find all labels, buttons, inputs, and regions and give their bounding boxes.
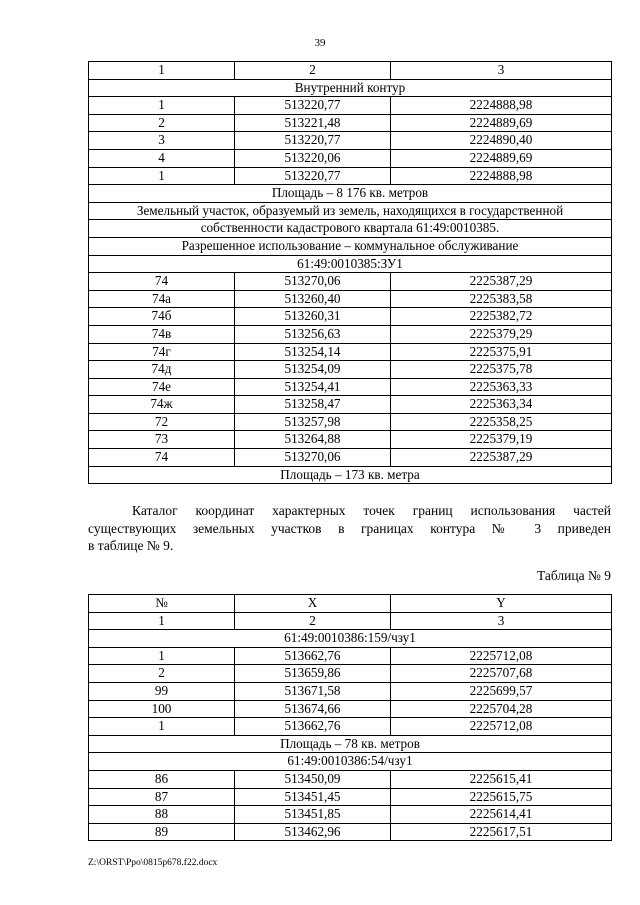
page-number: 39: [314, 37, 326, 49]
table-row: [89, 665, 612, 683]
table-cell: 1: [89, 62, 235, 80]
table-cell: 2225363,33: [391, 378, 612, 396]
section-title-row: [89, 753, 612, 771]
table-row: [89, 167, 612, 185]
table-cell: Разрешенное использование – коммунальное обслуживание: [89, 237, 612, 255]
table-cell: Площадь – 173 кв. метра: [89, 466, 612, 484]
table-cell: 2225383,58: [391, 290, 612, 308]
table-row: [89, 682, 612, 700]
table-cell: 2225379,19: [391, 431, 612, 449]
table-row: [89, 413, 612, 431]
table-cell: 2225363,34: [391, 396, 612, 414]
table-cell: 86: [89, 770, 235, 788]
table-row: [89, 396, 612, 414]
table-cell: 61:49:0010386:54/чзу1: [89, 753, 612, 771]
table-row: [89, 788, 612, 806]
table-cell: 2225375,91: [391, 343, 612, 361]
table-cell: 1: [89, 167, 235, 185]
table-cell: 74а: [89, 290, 235, 308]
table-cell: 513270,06: [235, 273, 391, 291]
table-cell: 513221,48: [235, 114, 391, 132]
table-cell: 74д: [89, 361, 235, 379]
table-cell: 100: [89, 700, 235, 718]
table-cell: 2225699,57: [391, 682, 612, 700]
table-cell: собственности кадастрового квартала 61:49:0010385.: [89, 220, 612, 238]
table-cell: 513260,40: [235, 290, 391, 308]
table-cell: Внутренний контур: [89, 79, 612, 97]
table-cell: 4: [89, 149, 235, 167]
table-cell: 513260,31: [235, 308, 391, 326]
table-cell: 2225379,29: [391, 325, 612, 343]
table-cell: 1: [89, 612, 235, 630]
table-row: [89, 343, 612, 361]
table-cell: 3: [391, 62, 612, 80]
table-cell: 513220,77: [235, 132, 391, 150]
table-cell: Земельный участок, образуемый из земель, находящихся в государственной: [89, 202, 612, 220]
table-cell: 2225712,08: [391, 718, 612, 736]
table-cell: 513671,58: [235, 682, 391, 700]
table-cell: 74в: [89, 325, 235, 343]
table-row: [89, 149, 612, 167]
table-row: [89, 273, 612, 291]
coordinates-table-9: [88, 594, 612, 841]
table-row: [89, 378, 612, 396]
table-row: [89, 647, 612, 665]
section-title-row: [89, 220, 612, 238]
table-cell: 2225387,29: [391, 449, 612, 467]
table-row: [89, 308, 612, 326]
table-row: [89, 431, 612, 449]
table-cell: 74: [89, 449, 235, 467]
section-title-row: [89, 202, 612, 220]
table-cell: 513450,09: [235, 770, 391, 788]
table-row: [89, 132, 612, 150]
table-cell: 74г: [89, 343, 235, 361]
table-cell: №: [89, 595, 235, 613]
table-cell: Y: [391, 595, 612, 613]
table-cell: 513254,41: [235, 378, 391, 396]
table-cell: X: [235, 595, 391, 613]
table-cell: 513451,85: [235, 806, 391, 824]
table-cell: 2225712,08: [391, 647, 612, 665]
table-cell: 2225614,41: [391, 806, 612, 824]
table-cell: 2225704,28: [391, 700, 612, 718]
table-cell: 3: [89, 132, 235, 150]
table-cell: 3: [391, 612, 612, 630]
area-row: [89, 466, 612, 484]
table-cell: 513256,63: [235, 325, 391, 343]
table-cell: 513662,76: [235, 718, 391, 736]
table-row: [89, 290, 612, 308]
table-cell: 2225617,51: [391, 823, 612, 841]
table-cell: 513257,98: [235, 413, 391, 431]
table-cell: 2225358,25: [391, 413, 612, 431]
table-cell: 2: [89, 114, 235, 132]
table-row: [89, 361, 612, 379]
column-number-row: [89, 612, 612, 630]
table-cell: 74е: [89, 378, 235, 396]
table-cell: 88: [89, 806, 235, 824]
table-cell: 1: [89, 97, 235, 115]
table-cell: 513220,77: [235, 97, 391, 115]
table-cell: 2: [89, 665, 235, 683]
catalog-paragraph: [88, 502, 611, 555]
catalog-line: в таблице № 9.: [88, 538, 174, 553]
table-cell: 513462,96: [235, 823, 391, 841]
table-row: [89, 325, 612, 343]
table-cell: 2: [235, 612, 391, 630]
table-cell: 74ж: [89, 396, 235, 414]
table-cell: 513220,77: [235, 167, 391, 185]
table-cell: 513254,09: [235, 361, 391, 379]
table-cell: 61:49:0010386:159/чзу1: [89, 630, 612, 648]
area-row: [89, 735, 612, 753]
table-cell: 2225387,29: [391, 273, 612, 291]
table-cell: 513254,14: [235, 343, 391, 361]
table-row: [89, 700, 612, 718]
section-title-row: [89, 237, 612, 255]
table-row: [89, 806, 612, 824]
footer-file-path: Z:\ORST\Ppo\0815p678.f22.docx: [88, 858, 218, 868]
section-title-row: [89, 630, 612, 648]
table-row: [89, 770, 612, 788]
table-cell: 1: [89, 647, 235, 665]
table-cell: 87: [89, 788, 235, 806]
table-cell: 2224888,98: [391, 97, 612, 115]
table-row: [89, 114, 612, 132]
table-cell: 513451,45: [235, 788, 391, 806]
section-subtitle-row: [89, 255, 612, 273]
table-cell: 1: [89, 718, 235, 736]
table-cell: Площадь – 8 176 кв. метров: [89, 185, 612, 203]
table-cell: 2224889,69: [391, 149, 612, 167]
table-cell: 89: [89, 823, 235, 841]
table-cell: 513662,76: [235, 647, 391, 665]
table-header-row: [89, 595, 612, 613]
table-cell: 2224888,98: [391, 167, 612, 185]
table-cell: 74: [89, 273, 235, 291]
table-cell: 513674,66: [235, 700, 391, 718]
table-cell: 2: [235, 62, 391, 80]
table-caption: Таблица № 9: [537, 568, 611, 583]
table-cell: 2225382,72: [391, 308, 612, 326]
catalog-line: существующих земельных участков в границах контура № 3 приведен: [88, 520, 611, 536]
table-header-row: [89, 62, 612, 80]
table-cell: 513264,88: [235, 431, 391, 449]
section-title-row: [89, 79, 612, 97]
table-row: [89, 97, 612, 115]
catalog-line: Каталог координат характерных точек границ использования частей: [132, 503, 611, 518]
table-cell: 74б: [89, 308, 235, 326]
table-cell: 513258,47: [235, 396, 391, 414]
table-cell: 2225615,41: [391, 770, 612, 788]
table-cell: 2224890,40: [391, 132, 612, 150]
table-cell: 2225707,68: [391, 665, 612, 683]
table-cell: 513659,86: [235, 665, 391, 683]
table-cell: 513220,06: [235, 149, 391, 167]
table-row: [89, 718, 612, 736]
coordinates-table-contour: [88, 61, 612, 484]
area-row: [89, 185, 612, 203]
table-cell: 2225375,78: [391, 361, 612, 379]
table-row: [89, 449, 612, 467]
table-cell: 73: [89, 431, 235, 449]
table-row: [89, 823, 612, 841]
table-cell: 2224889,69: [391, 114, 612, 132]
table-cell: 513270,06: [235, 449, 391, 467]
table-cell: Площадь – 78 кв. метров: [89, 735, 612, 753]
table-cell: 61:49:0010385:ЗУ1: [89, 255, 612, 273]
table-cell: 72: [89, 413, 235, 431]
table-cell: 99: [89, 682, 235, 700]
table-cell: 2225615,75: [391, 788, 612, 806]
